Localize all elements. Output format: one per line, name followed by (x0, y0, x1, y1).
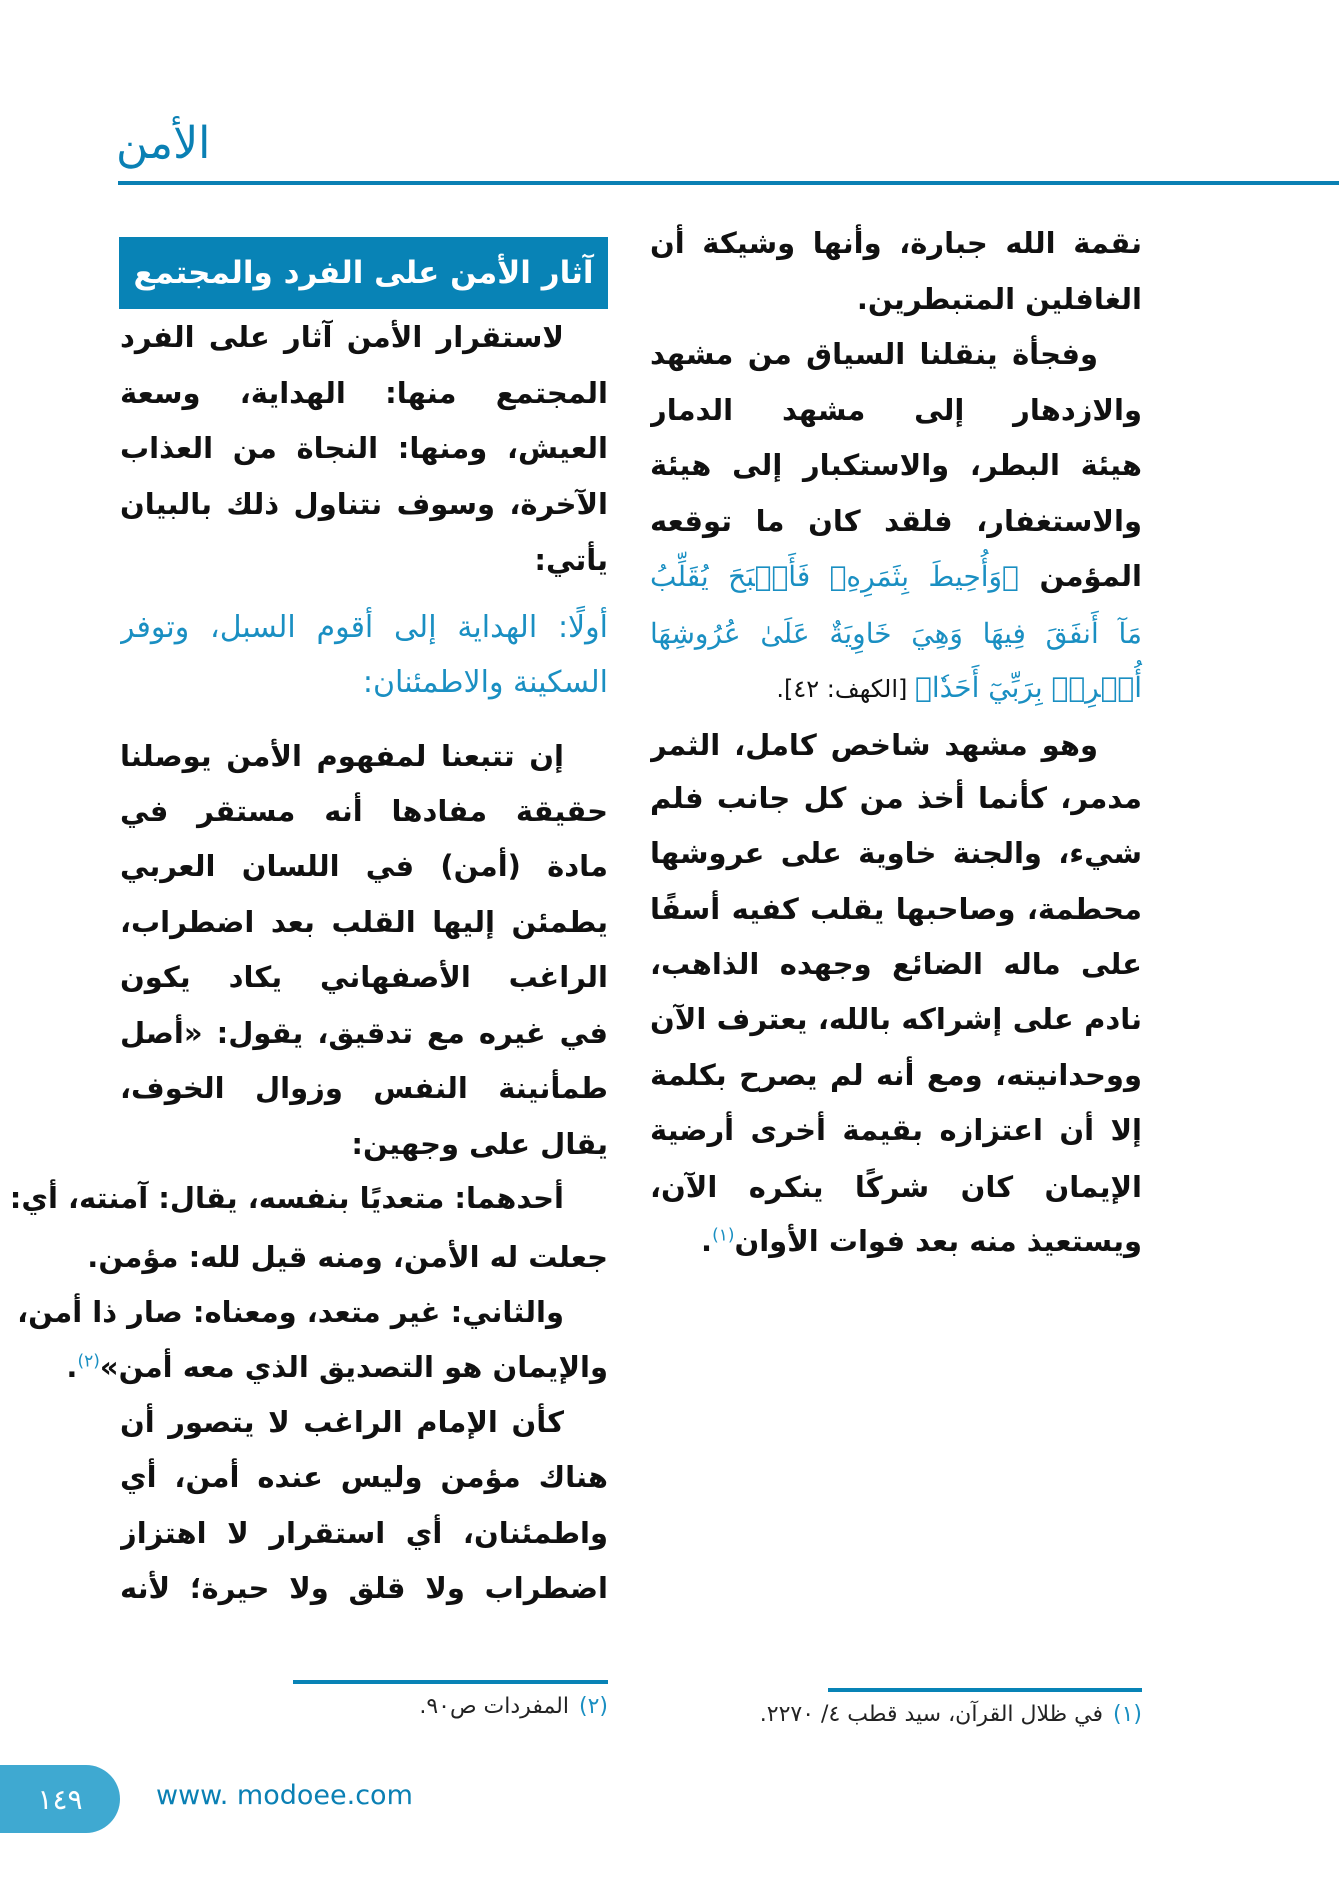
chapter-title: الأمن (116, 118, 211, 169)
line-text: نقمة الله جبارة، وأنها وشيكة أن (650, 226, 1142, 260)
text-line (650, 1102, 1142, 1158)
text-line (650, 326, 1142, 382)
text-line (120, 838, 608, 894)
text-line (120, 309, 608, 365)
footnote-reference[interactable]: (٢) (77, 1351, 100, 1372)
text-line (650, 493, 1142, 549)
text-line (17, 1284, 608, 1340)
line-text: المؤمن (1018, 559, 1142, 593)
text-line (650, 1047, 1142, 1103)
line-text: وهو مشهد شاخص كامل، الثمر (650, 728, 1098, 762)
text-line (650, 215, 1142, 271)
line-text: وفجأة ينقلنا السياق من مشهد (650, 337, 1098, 371)
text-line (650, 659, 1142, 715)
line-text: ووحدانيته، ومع أنه لم يصرح بكلمة (650, 1058, 1142, 1092)
line-text: حقيقة مفادها أنه مستقر في (120, 794, 608, 828)
footnote-text: في ظلال القرآن، سيد قطب ٤/ ٢٢٧٠. (759, 1702, 1103, 1727)
text-line (120, 1060, 608, 1116)
text-line (120, 1560, 608, 1616)
page-number-badge: ١٤٩ (0, 1765, 120, 1833)
line-text: إلا أن اعتزازه بقيمة أخرى أرضية (650, 1113, 1142, 1147)
line-text: واطمئنان، أي استقرار لا اهتزاز (120, 1516, 608, 1550)
line-text: أحدهما: متعديًا بنفسه، يقال: آمنته، أي: (9, 1181, 564, 1215)
text-line (120, 420, 608, 476)
footnote-1 (760, 1702, 1142, 1727)
footnote-2 (419, 1694, 608, 1719)
line-text: مدمر، كأنما أخذ من كل جانب فلم (650, 781, 1142, 815)
line-text: طمأنينة النفس وزوال الخوف، (120, 1071, 608, 1105)
text-line (87, 1229, 608, 1285)
text-line (650, 437, 1142, 493)
text-line (120, 1394, 608, 1450)
footnote-number: (٢) (578, 1694, 608, 1719)
subheading-text: السكينة والاطمئنان: (362, 665, 608, 700)
line-text: . (66, 1350, 78, 1384)
line-text: إن تتبعنا لمفهوم الأمن يوصلنا (120, 739, 564, 773)
line-text: والاستغفار، فلقد كان ما توقعه (650, 504, 1142, 538)
text-line (650, 991, 1142, 1047)
text-line (9, 1170, 608, 1226)
text-line (650, 605, 1142, 661)
line-text: ويستعيذ منه بعد فوات الأوان (734, 1224, 1142, 1258)
line-text: لاستقرار الأمن آثار على الفرد (120, 320, 564, 354)
line-text: شيء، والجنة خاوية على عروشها (650, 836, 1142, 870)
text-line (120, 1449, 608, 1505)
text-line (120, 728, 608, 784)
text-line (650, 936, 1142, 992)
text-line (650, 271, 1142, 327)
line-text: نادم على إشراكه بالله، يعترف الآن (650, 1002, 1142, 1036)
footnote-rule-left (293, 1680, 608, 1684)
line-text: العيش، ومنها: النجاة من العذاب (120, 431, 608, 465)
footnote-text: المفردات ص٩٠. (419, 1694, 569, 1719)
line-text: اضطراب ولا قلق ولا حيرة؛ لأنه (120, 1571, 608, 1605)
verse-citation: [الكهف: ٤٢]. (776, 675, 916, 703)
line-text: يقال على وجهين: (351, 1127, 608, 1161)
footnote-reference[interactable]: (١) (712, 1225, 735, 1246)
text-line (650, 548, 1142, 604)
text-line (120, 1005, 608, 1061)
text-line (650, 382, 1142, 438)
text-line (120, 783, 608, 839)
text-line (650, 1159, 1142, 1215)
text-line (120, 1116, 608, 1172)
text-line (120, 1505, 608, 1561)
text-line (650, 825, 1142, 881)
line-text: الغافلين المتبطرين. (856, 282, 1142, 316)
header-rule (118, 181, 1339, 185)
line-text: على ماله الضائع وجهده الذاهب، (650, 947, 1142, 981)
line-text: كأن الإمام الراغب لا يتصور أن (120, 1405, 564, 1439)
text-line (120, 894, 608, 950)
line-text: في غيره مع تدقيق، يقول: «أصل (120, 1016, 608, 1050)
text-line (120, 532, 608, 588)
line-text: الآخرة، وسوف نتناول ذلك بالبيان (120, 487, 608, 521)
text-line (120, 365, 608, 421)
line-text: الإيمان كان شركًا ينكره الآن، (650, 1170, 1142, 1204)
line-text: المجتمع منها: الهداية، وسعة (120, 376, 608, 410)
line-text: جعلت له الأمن، ومنه قيل لله: مؤمن. (87, 1240, 608, 1274)
line-text: . (701, 1224, 713, 1258)
line-text: محطمة، وصاحبها يقلب كفيه أسفًا (650, 892, 1142, 926)
text-line (650, 1213, 1142, 1269)
line-text: والثاني: غير متعد، ومعناه: صار ذا أمن، (17, 1295, 564, 1329)
website-link[interactable]: www. modoee.com (156, 1780, 413, 1811)
line-text: والازدهار إلى مشهد الدمار (650, 393, 1142, 427)
line-text: يأتي: (534, 543, 608, 577)
text-line (650, 717, 1142, 773)
line-text: هيئة البطر، والاستكبار إلى هيئة (650, 448, 1142, 482)
line-text: يطمئن إليها القلب بعد اضطراب، (120, 905, 608, 939)
section-heading: آثار الأمن على الفرد والمجتمع (119, 237, 608, 309)
line-text: والإيمان هو التصديق الذي معه أمن» (99, 1350, 608, 1384)
line-text: هناك مؤمن وليس عنده أمن، أي (120, 1460, 608, 1494)
line-text: الراغب الأصفهاني يكاد يكون (120, 960, 608, 994)
text-line (120, 949, 608, 1005)
text-line (120, 599, 608, 655)
footnote-rule-right (828, 1688, 1142, 1692)
quran-verse: أُشۡرِكۡ بِرَبِّيٓ أَحَدٗا﴾ (915, 671, 1142, 704)
text-line (650, 881, 1142, 937)
text-line (120, 476, 608, 532)
text-line (66, 1339, 608, 1395)
quran-verse: مَآ أَنفَقَ فِيهَا وَهِيَ خَاوِيَةٌ عَلَىٰ عُرُوشِهَا (650, 617, 1142, 650)
text-line (650, 770, 1142, 826)
text-line (120, 654, 608, 710)
subheading-text: أولًا: الهداية إلى أقوم السبل، وتوفر (120, 610, 608, 645)
footnote-number: (١) (1112, 1702, 1142, 1727)
line-text: مادة (أمن) في اللسان العربي (120, 849, 608, 883)
quran-verse: ﴿وَأُحِيطَ بِثَمَرِهِۦ فَأَصۡبَحَ يُقَلِّبُ (650, 560, 1019, 593)
